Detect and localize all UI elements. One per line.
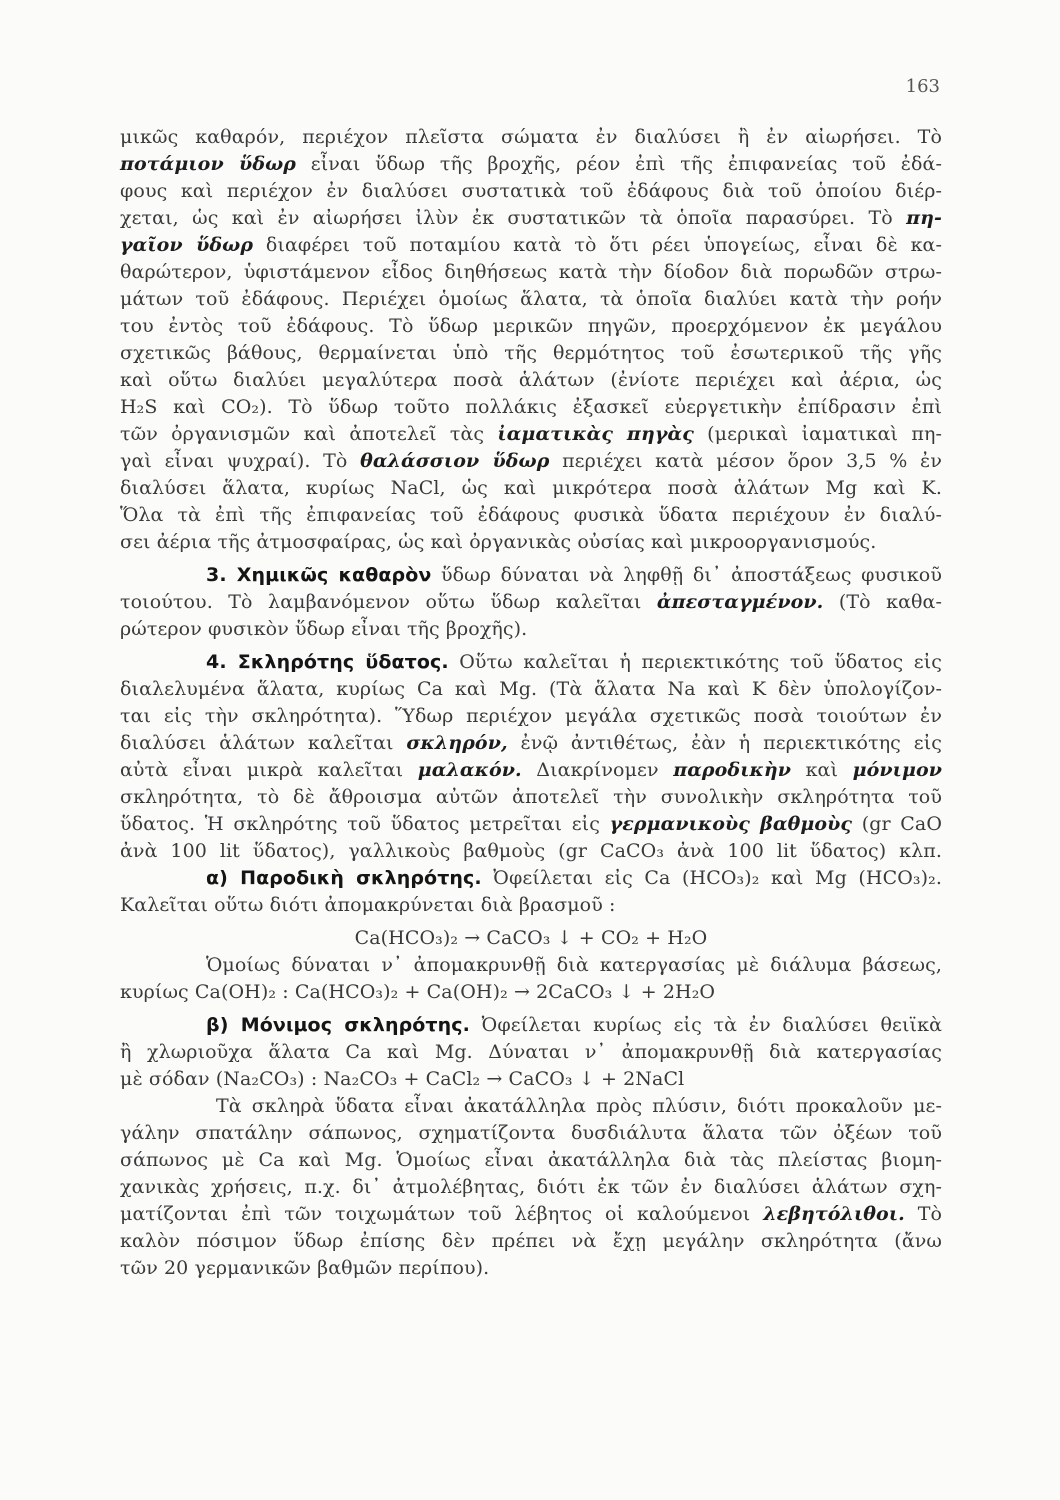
text-line <box>120 259 942 286</box>
text-run: σκληρότητα, τὸ δὲ ἄθροισμα αὐτῶν ἀποτελεῖ τὴν συνολικὴν σκληρότητα τοῦ <box>120 786 942 808</box>
text-run: μάτων τοῦ ἐδάφους. Περιέχει ὁμοίως ἅλατα, τὰ ὁποῖα διαλύει κατὰ τὴν ροήν <box>120 288 942 310</box>
emphasis-term: παροδικὴν <box>673 759 792 781</box>
text-run: καλὸν πόσιμον ὕδωρ ἐπίσης δὲν πρέπει νὰ ἔχῃ μεγάλην σκληρότητα (ἄνω <box>120 1230 942 1252</box>
text-run: Ὅλα τὰ ἐπὶ τῆς ἐπιφανείας τοῦ ἐδάφους φυσικὰ ὕδατα περιέχουν ἐν διαλύ- <box>120 504 942 526</box>
text-line <box>120 784 942 811</box>
text-line <box>120 367 942 394</box>
text-run: κυρίως Ca(OH)₂ : Ca(HCO₃)₂ + Ca(OH)₂ → 2CaCO₃ ↓ + 2H₂O <box>120 981 716 1003</box>
text-line <box>120 529 942 556</box>
text-line <box>120 124 942 151</box>
text-run: (μερικαὶ ἰαματικαὶ πη- <box>693 423 942 445</box>
text-line <box>120 892 942 919</box>
text-line <box>120 865 942 892</box>
text-line <box>120 205 942 232</box>
text-line <box>120 925 942 952</box>
text-run: σει ἀέρια τῆς ἀτμοσφαίρας, ὡς καὶ ὀργανικὰς οὐσίας καὶ μικροοργανισμούς. <box>120 531 877 553</box>
emphasis-term: θαλάσσιον ὕδωρ <box>360 450 550 472</box>
text-run: ὕδατος. Ἡ σκληρότης τοῦ ὕδατος μετρεῖται εἰς <box>120 813 610 835</box>
emphasis-term: γαῖον ὕδωρ <box>120 234 254 256</box>
text-run: αὐτὰ εἶναι μικρὰ καλεῖται <box>120 759 418 781</box>
text-line <box>120 730 942 757</box>
text-line <box>120 502 942 529</box>
text-line <box>120 421 942 448</box>
text-run: εἶναι ὕδωρ τῆς βροχῆς, ρέον ἐπὶ τῆς ἐπιφανείας τοῦ ἐδά- <box>296 153 942 175</box>
emphasis-term: μαλακόν. <box>417 759 522 781</box>
text-run: φους καὶ περιέχον ἐν διαλύσει συστατικὰ τοῦ ἐδάφους διὰ τοῦ ὁποίου διέρ- <box>120 180 942 202</box>
text-run: Ca(HCO₃)₂ → CaCO₃ ↓ + CO₂ + H₂O <box>354 927 708 949</box>
text-run: διαλύσει ἁλάτων καλεῖται <box>120 732 407 754</box>
text-line <box>120 448 942 475</box>
text-line <box>120 1147 942 1174</box>
text-line <box>120 1255 942 1282</box>
text-line <box>120 676 942 703</box>
text-line <box>120 703 942 730</box>
text-line <box>120 616 942 643</box>
emphasis-term: α) Παροδικὴ σκληρότης. <box>206 867 482 889</box>
text-line <box>120 394 942 421</box>
text-line <box>120 1093 942 1120</box>
text-line <box>120 811 942 838</box>
text-run: Ὀφείλεται κυρίως εἰς τὰ ἐν διαλύσει θειϊκὰ <box>469 1014 942 1036</box>
text-run: διαλύσει ἅλατα, κυρίως NaCl, ὡς καὶ μικρότερα ποσὰ ἁλάτων Mg καὶ K. <box>120 477 942 499</box>
text-line <box>120 232 942 259</box>
emphasis-term: λεβητόλιθοι. <box>763 1203 905 1225</box>
body-text <box>120 124 942 1282</box>
text-line <box>120 757 942 784</box>
text-run: τῶν ὀργανισμῶν καὶ ἀποτελεῖ τὰς <box>120 423 498 445</box>
text-line <box>120 1012 942 1039</box>
text-run: Τὰ σκληρὰ ὕδατα εἶναι ἀκατάλληλα πρὸς πλύσιν, διότι προκαλοῦν με- <box>216 1095 942 1117</box>
text-line <box>120 340 942 367</box>
text-line <box>120 1228 942 1255</box>
text-run: σχετικῶς βάθους, θερμαίνεται ὑπὸ τῆς θερμότητος τοῦ ἐσωτερικοῦ τῆς γῆς <box>120 342 942 364</box>
text-run: θαρώτερον, ὑφιστάμενον εἶδος διηθήσεως κατὰ τὴν δίοδον διὰ πορωδῶν στρω- <box>120 261 942 283</box>
text-run: ὕδωρ δύναται νὰ ληφθῇ δι᾽ ἀποστάξεως φυσικοῦ <box>431 564 942 586</box>
text-line <box>120 286 942 313</box>
text-run: Τὸ <box>904 1203 943 1225</box>
text-run: χεται, ὡς καὶ ἐν αἰωρήσει ἰλὺν ἐκ συστατικῶν τὰ ὁποῖα παρασύρει. Τὸ <box>120 207 907 229</box>
text-run: καὶ οὕτω διαλύει μεγαλύτερα ποσὰ ἁλάτων (ἐνίοτε περιέχει καὶ ἀέρια, ὡς <box>120 369 942 391</box>
emphasis-term: β) Μόνιμος σκληρότης. <box>206 1014 470 1036</box>
text-line <box>120 1201 942 1228</box>
text-run: (gr CaO <box>852 813 943 835</box>
text-line <box>120 952 942 979</box>
text-run: (Τὸ καθα- <box>823 591 943 613</box>
text-run: Οὕτω καλεῖται ἡ περιεκτικότης τοῦ ὕδατος εἰς <box>448 651 943 673</box>
emphasis-term: γερμανικοὺς βαθμοὺς <box>609 813 853 835</box>
text-line <box>120 979 942 1006</box>
text-run: ματίζονται ἐπὶ τῶν τοιχωμάτων τοῦ λέβητος οἱ καλούμενοι <box>120 1203 764 1225</box>
text-run: διαφέρει τοῦ ποταμίου κατὰ τὸ ὅτι ρέει ὑπογείως, εἶναι δὲ κα- <box>253 234 942 256</box>
text-line <box>120 1120 942 1147</box>
emphasis-term: πη- <box>906 207 942 229</box>
text-line <box>120 1039 942 1066</box>
text-run: μὲ σόδαν (Na₂CO₃) : Na₂CO₃ + CaCl₂ → CaCO₃ ↓ + 2NaCl <box>120 1068 685 1090</box>
text-run: περιέχει κατὰ μέσον ὅρον 3,5 % ἐν <box>549 450 942 472</box>
text-run: ἀνὰ 100 lit ὕδατος), γαλλικοὺς βαθμοὺς (gr CaCO₃ ἀνὰ 100 lit ὕδατος) κλπ. <box>120 840 942 862</box>
text-line <box>120 475 942 502</box>
text-run: ται εἰς τὴν σκληρότητα). Ὕδωρ περιέχον μεγάλα σχετικῶς ποσὰ τοιούτων ἐν <box>120 705 942 727</box>
emphasis-term: ἀπεσταγμένον. <box>656 591 824 613</box>
text-line <box>120 649 942 676</box>
text-run: καὶ <box>791 759 853 781</box>
emphasis-term: 4. Σκληρότης ὕδατος. <box>206 651 449 673</box>
text-run: ἐνῷ ἀντιθέτως, ἐὰν ἡ περιεκτικότης εἰς <box>507 732 942 754</box>
emphasis-term: 3. Χημικῶς καθαρὸν <box>206 564 432 586</box>
text-line <box>120 178 942 205</box>
text-run: Καλεῖται οὕτω διότι ἀπομακρύνεται διὰ βρασμοῦ : <box>120 894 616 916</box>
emphasis-term: σκληρόν, <box>406 732 508 754</box>
text-run: Ὁμοίως δύναται ν᾽ ἀπομακρυνθῇ διὰ κατεργασίας μὲ διάλυμα βάσεως, <box>206 954 942 976</box>
text-line <box>120 1066 942 1093</box>
text-run: του ἐντὸς τοῦ ἐδάφους. Τὸ ὕδωρ μερικῶν πηγῶν, προερχόμενον ἐκ μεγάλου <box>120 315 942 337</box>
emphasis-term: ποτάμιον ὕδωρ <box>120 153 297 175</box>
text-run: Ὀφείλεται εἰς Ca (HCO₃)₂ καὶ Mg (HCO₃)₂. <box>481 867 942 889</box>
text-line <box>120 151 942 178</box>
text-run: τῶν 20 γερμανικῶν βαθμῶν περίπου). <box>120 1257 490 1279</box>
text-line <box>120 838 942 865</box>
text-line <box>120 562 942 589</box>
text-line <box>120 313 942 340</box>
emphasis-term: ἰαματικὰς πηγὰς <box>497 423 694 445</box>
text-run: ἢ χλωριοῦχα ἅλατα Ca καὶ Mg. Δύναται ν᾽ ἀπομακρυνθῇ διὰ κατεργασίας <box>120 1041 942 1063</box>
text-run: διαλελυμένα ἅλατα, κυρίως Ca καὶ Mg. (Τὰ ἅλατα Na καὶ K δὲν ὑπολογίζον- <box>120 678 942 700</box>
text-line <box>120 589 942 616</box>
text-run: Διακρίνομεν <box>521 759 674 781</box>
emphasis-term: μόνιμον <box>852 759 943 781</box>
text-line <box>120 1174 942 1201</box>
text-run: χανικὰς χρήσεις, π.χ. δι᾽ ἀτμολέβητας, διότι ἐκ τῶν ἐν διαλύσει ἁλάτων σχη- <box>120 1176 942 1198</box>
page-number: 163 <box>905 76 940 97</box>
text-run: σάπωνος μὲ Ca καὶ Mg. Ὁμοίως εἶναι ἀκατάλληλα διὰ τὰς πλείστας βιομη- <box>120 1149 942 1171</box>
text-run: τοιούτου. Τὸ λαμβανόμενον οὕτω ὕδωρ καλεῖται <box>120 591 657 613</box>
text-run: μικῶς καθαρόν, περιέχον πλεῖστα σώματα ἐν διαλύσει ἢ ἐν αἰωρήσει. Τὸ <box>120 126 942 148</box>
text-run: ρώτερον φυσικὸν ὕδωρ εἶναι τῆς βροχῆς). <box>120 618 528 640</box>
text-run: H₂S καὶ CO₂). Τὸ ὕδωρ τοῦτο πολλάκις ἐξασκεῖ εὐεργετικὴν ἐπίδρασιν ἐπὶ <box>120 396 942 418</box>
text-run: γάλην σπατάλην σάπωνος, σχηματίζοντα δυσδιάλυτα ἅλατα τῶν ὀξέων τοῦ <box>120 1122 942 1144</box>
text-run: γαὶ εἶναι ψυχραί). Τὸ <box>120 450 361 472</box>
